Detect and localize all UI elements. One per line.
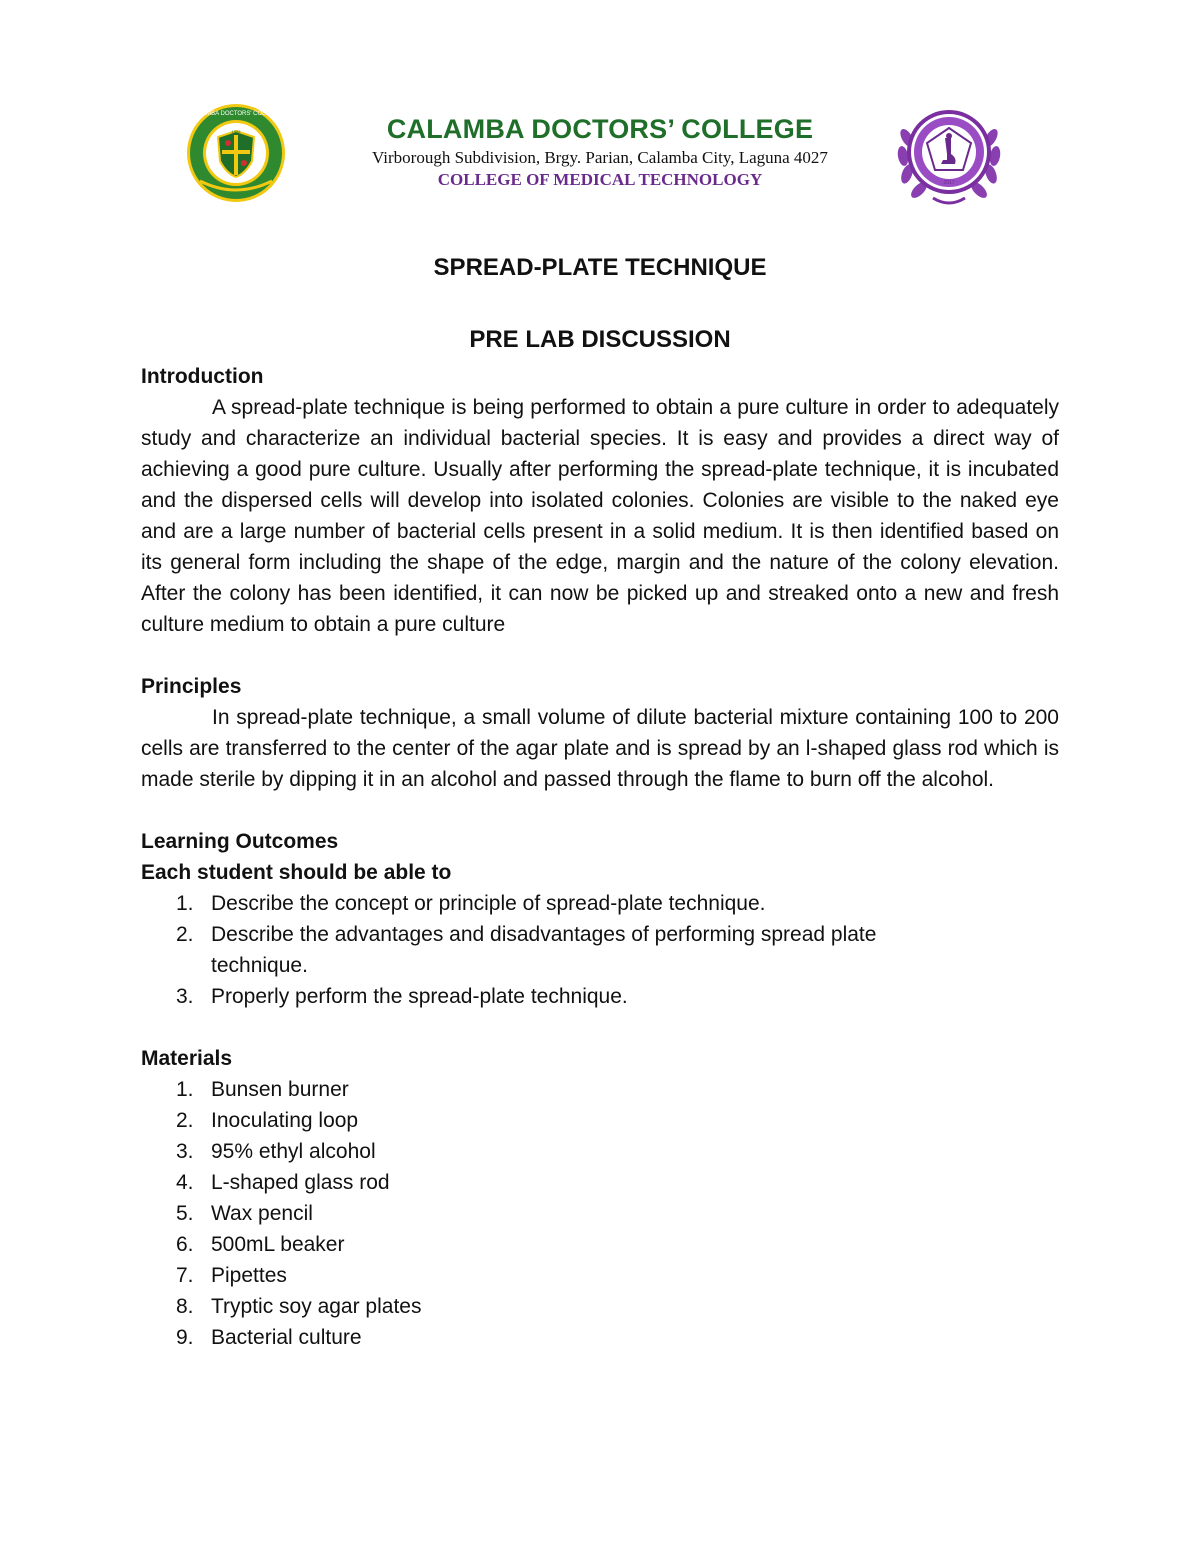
- introduction-paragraph: A spread-plate technique is being performed to obtain a pure culture in order to adequately study and characterize an individual bacterial species. It is easy and provides a direct way of achieving a good pure culture. Usually after performing the spread-plate technique, it is incubated and the dispersed cells will develop into isolated colonies. Colonies are visible to the naked eye and are a large number of bacterial cells present in a solid medium. It is then identified based on its general form including the shape of the edge, margin and the nature of the colony elevation. After the colony has been identified, it can now be picked up and streaked onto a new and fresh culture medium to obtain a pure culture: [141, 396, 1059, 636]
- document-title: SPREAD-PLATE TECHNIQUE: [433, 254, 767, 281]
- list-number: 9.: [176, 1326, 194, 1349]
- list-item: [141, 1105, 1059, 1136]
- list-number: 2.: [176, 1109, 194, 1132]
- learning-outcomes-list: [141, 888, 1059, 1012]
- list-item: [141, 1229, 1059, 1260]
- list-text: Inoculating loop: [211, 1109, 359, 1132]
- document-body: [141, 361, 1059, 1353]
- list-item: [141, 1322, 1059, 1353]
- list-item: [141, 1074, 1059, 1105]
- letterhead: [0, 95, 1200, 215]
- list-number: 1.: [176, 1078, 194, 1101]
- materials-list: [141, 1074, 1059, 1353]
- list-text: 500mL beaker: [211, 1233, 345, 1256]
- list-text: Describe the advantages and disadvantages of performing spread plate technique.: [211, 923, 877, 977]
- list-number: 6.: [176, 1233, 194, 1256]
- list-number: 3.: [176, 985, 194, 1008]
- list-item: [141, 1291, 1059, 1322]
- list-number: 3.: [176, 1140, 194, 1163]
- list-text: Bacterial culture: [211, 1326, 362, 1349]
- college-address: Virborough Subdivision, Brgy. Parian, Calamba City, Laguna 4027: [372, 148, 828, 167]
- list-number: 2.: [176, 923, 194, 946]
- materials-heading: Materials: [141, 1047, 233, 1070]
- list-item: [141, 1260, 1059, 1291]
- medtech-seal-logo: [893, 98, 1005, 210]
- seal-year: 2017: [943, 180, 955, 186]
- list-item: [141, 981, 1059, 1012]
- college-seal-logo: [186, 103, 286, 203]
- principles-heading: Principles: [141, 675, 242, 698]
- list-item: [141, 919, 1059, 981]
- list-text: L-shaped glass rod: [211, 1171, 390, 1194]
- list-text: Bunsen burner: [211, 1078, 349, 1101]
- list-number: 1.: [176, 892, 194, 915]
- list-item: [141, 1136, 1059, 1167]
- list-number: 5.: [176, 1202, 194, 1225]
- section-title: PRE LAB DISCUSSION: [469, 326, 731, 353]
- principles-paragraph: In spread-plate technique, a small volume of dilute bacterial mixture containing 100 to 200 cells are transferred to the center of the agar plate and is spread by an l-shaped glass rod which is made sterile by dipping it in an alcohol and passed through the flame to burn off the alcohol.: [141, 706, 1059, 791]
- learning-outcomes-subheading: Each student should be able to: [141, 861, 452, 884]
- list-number: 4.: [176, 1171, 194, 1194]
- college-name: CALAMBA DOCTORS’ COLLEGE: [386, 114, 814, 144]
- list-text: Properly perform the spread-plate technique.: [211, 985, 628, 1008]
- list-text: Describe the concept or principle of spread-plate technique.: [211, 892, 766, 915]
- list-text: Pipettes: [211, 1264, 287, 1287]
- list-item: [141, 888, 1059, 919]
- seal-text: CALAMBA DOCTORS' COLLEGE: [190, 111, 282, 117]
- list-number: 7.: [176, 1264, 194, 1287]
- seal-year: 1995: [231, 129, 241, 134]
- list-text: 95% ethyl alcohol: [211, 1140, 376, 1163]
- letterhead-text: [340, 113, 860, 191]
- list-text: Wax pencil: [211, 1202, 313, 1225]
- department-name: COLLEGE OF MEDICAL TECHNOLOGY: [437, 170, 763, 189]
- list-item: [141, 1167, 1059, 1198]
- list-text: Tryptic soy agar plates: [211, 1295, 422, 1318]
- list-item: [141, 1198, 1059, 1229]
- introduction-heading: Introduction: [141, 365, 264, 388]
- learning-outcomes-heading: Learning Outcomes: [141, 830, 339, 853]
- list-number: 8.: [176, 1295, 194, 1318]
